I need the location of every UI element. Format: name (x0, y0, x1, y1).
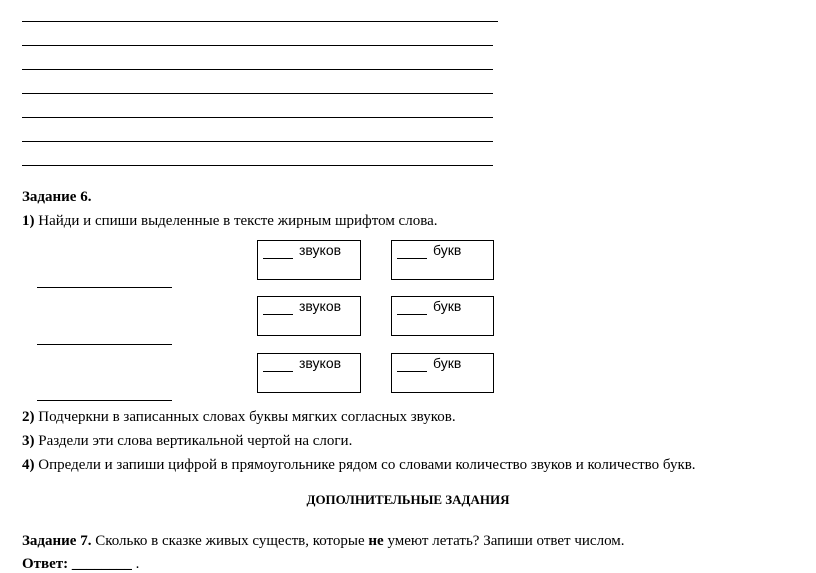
task6-step1 (22, 212, 438, 230)
writing-line-3[interactable] (22, 69, 493, 70)
task7-question (22, 532, 625, 550)
word-answer-line-2[interactable] (37, 344, 172, 345)
sounds-box-3[interactable] (257, 353, 361, 393)
step4-number: 4) (22, 457, 35, 473)
letters-count-blank[interactable] (397, 258, 427, 259)
letters-count-blank[interactable] (397, 314, 427, 315)
step3-text: Раздели эти слова вертикальной чертой на слоги. (38, 433, 353, 449)
letters-count-blank[interactable] (397, 371, 427, 372)
sounds-label: звуков (299, 355, 342, 371)
answer-label: Ответ: (22, 556, 69, 572)
task6-title: Задание 6. (22, 189, 92, 205)
task7-answer (22, 555, 139, 573)
sounds-box-2[interactable] (257, 296, 361, 336)
writing-line-5[interactable] (22, 117, 493, 118)
sounds-count-blank[interactable] (263, 258, 293, 259)
sounds-label: звуков (299, 298, 342, 314)
letters-box-2[interactable] (391, 296, 494, 336)
writing-line-7[interactable] (22, 165, 493, 166)
writing-line-4[interactable] (22, 93, 493, 94)
step1-number: 1) (22, 213, 35, 229)
step1-text: Найди и спиши выделенные в тексте жирным шрифтом слова. (38, 213, 438, 229)
writing-line-1[interactable] (22, 21, 498, 22)
step3-number: 3) (22, 433, 35, 449)
sounds-count-blank[interactable] (263, 371, 293, 372)
letters-label: букв (433, 298, 462, 314)
task6-step3 (22, 432, 352, 450)
sounds-label: звуков (299, 242, 342, 258)
sounds-count-blank[interactable] (263, 314, 293, 315)
word-answer-line-1[interactable] (37, 287, 172, 288)
step4-text: Определи и запиши цифрой в прямоугольнике рядом со словами количество звуков и количество букв. (38, 457, 696, 473)
writing-line-2[interactable] (22, 45, 493, 46)
letters-box-3[interactable] (391, 353, 494, 393)
task7-bold-word: не (368, 533, 384, 549)
step2-text: Подчеркни в записанных словах буквы мягких согласных звуков. (38, 409, 456, 425)
answer-end: . (135, 556, 140, 572)
task6-step4 (22, 456, 696, 474)
letters-box-1[interactable] (391, 240, 494, 280)
sounds-box-1[interactable] (257, 240, 361, 280)
letters-label: букв (433, 355, 462, 371)
word-answer-line-3[interactable] (37, 400, 172, 401)
extra-tasks-heading: ДОПОЛНИТЕЛЬНЫЕ ЗАДАНИЯ (306, 492, 510, 507)
task7-title: Задание 7. (22, 533, 92, 549)
answer-blank[interactable]: ________ (71, 556, 132, 572)
step2-number: 2) (22, 409, 35, 425)
writing-line-6[interactable] (22, 141, 493, 142)
task7-text-before: Сколько в сказке живых существ, которые (95, 533, 365, 549)
task7-text-after: умеют летать? Запиши ответ числом. (387, 533, 625, 549)
letters-label: букв (433, 242, 462, 258)
task6-step2 (22, 408, 456, 426)
